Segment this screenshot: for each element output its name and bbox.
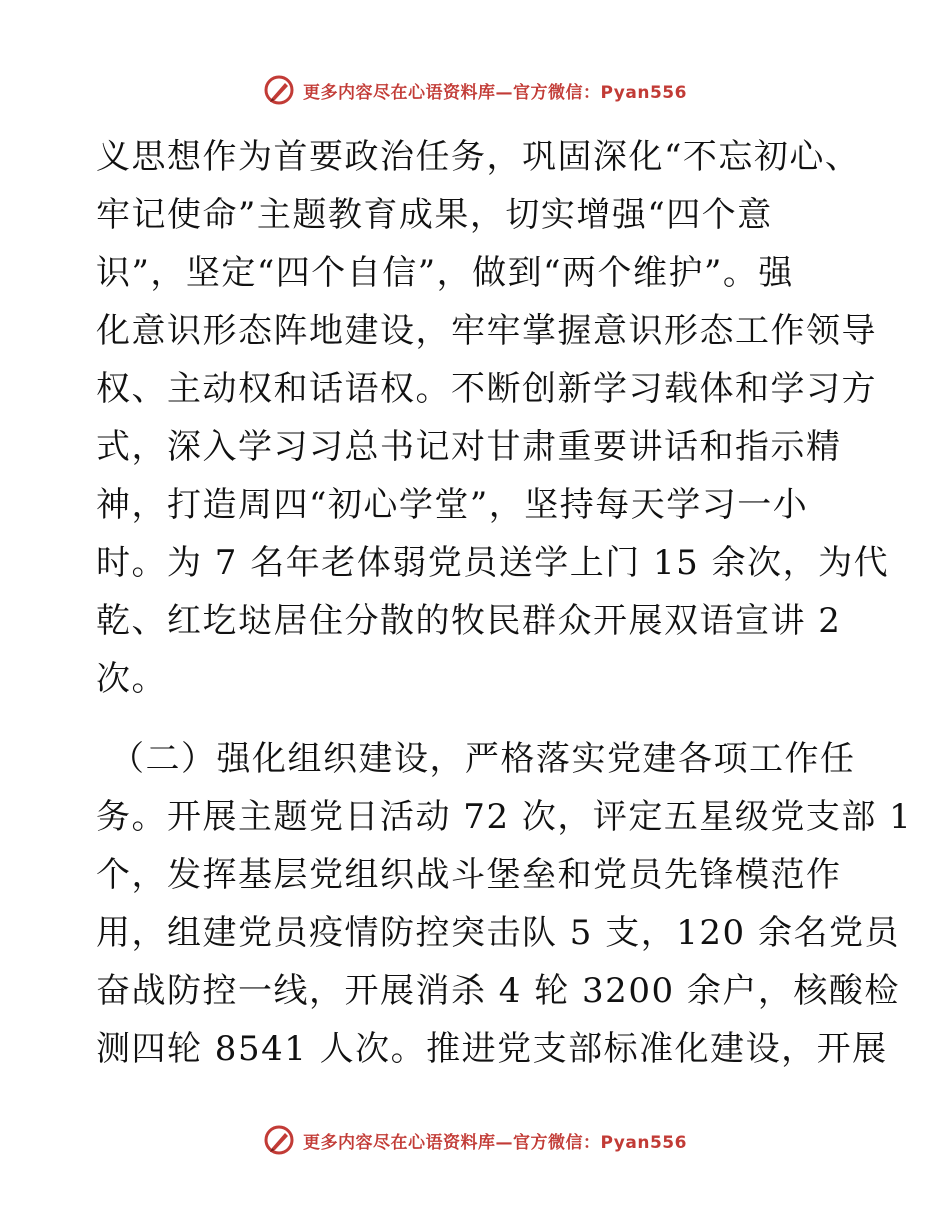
paragraph-1 — [96, 128, 890, 708]
pen-logo-icon — [263, 1124, 295, 1156]
text-line: 个，发挥基层党组织战斗堡垒和党员先锋模范作 — [96, 855, 842, 895]
paragraph-gap — [96, 708, 856, 730]
text-line: 时。为 7 名年老体弱党员送学上门 15 余次，为代 — [96, 543, 890, 583]
text-line: 权、主动权和话语权。不断创新学习载体和学习方 — [96, 369, 877, 409]
header-watermark — [0, 68, 950, 112]
text-line: 务。开展主题党日活动 72 次，评定五星级党支部 1 — [96, 797, 913, 837]
text-line: 奋战防控一线，开展消杀 4 轮 3200 余户，核酸检 — [96, 971, 900, 1011]
section-heading-line: （二）强化组织建设，严格落实党建各项工作任 — [110, 739, 856, 779]
text-line: 识”，坚定“四个自信”，做到“两个维护”。强 — [96, 253, 794, 293]
text-line: 用，组建党员疫情防控突击队 5 支，120 余名党员 — [96, 913, 900, 953]
text-line: 次。 — [96, 659, 167, 699]
document-body — [96, 128, 913, 1078]
text-line: 牢记使命”主题教育成果，切实增强“四个意 — [96, 195, 773, 235]
paragraph-2 — [96, 730, 913, 1078]
watermark-text: 更多内容尽在心语资料库—官方微信：Pyan556 — [303, 82, 687, 103]
text-line: 义思想作为首要政治任务，巩固深化“不忘初心、 — [96, 137, 861, 177]
footer-watermark — [0, 1118, 950, 1162]
text-line: 化意识形态阵地建设，牢牢掌握意识形态工作领导 — [96, 311, 877, 351]
pen-logo-icon — [263, 74, 295, 106]
text-line: 测四轮 8541 人次。推进党支部标准化建设，开展 — [96, 1029, 888, 1069]
text-line: 式，深入学习习总书记对甘肃重要讲话和指示精 — [96, 427, 842, 467]
text-line: 神，打造周四“初心学堂”，坚持每天学习一小 — [96, 485, 809, 525]
watermark-text: 更多内容尽在心语资料库—官方微信：Pyan556 — [303, 1132, 687, 1153]
text-line: 乾、红圪垯居住分散的牧民群众开展双语宣讲 2 — [96, 601, 842, 641]
